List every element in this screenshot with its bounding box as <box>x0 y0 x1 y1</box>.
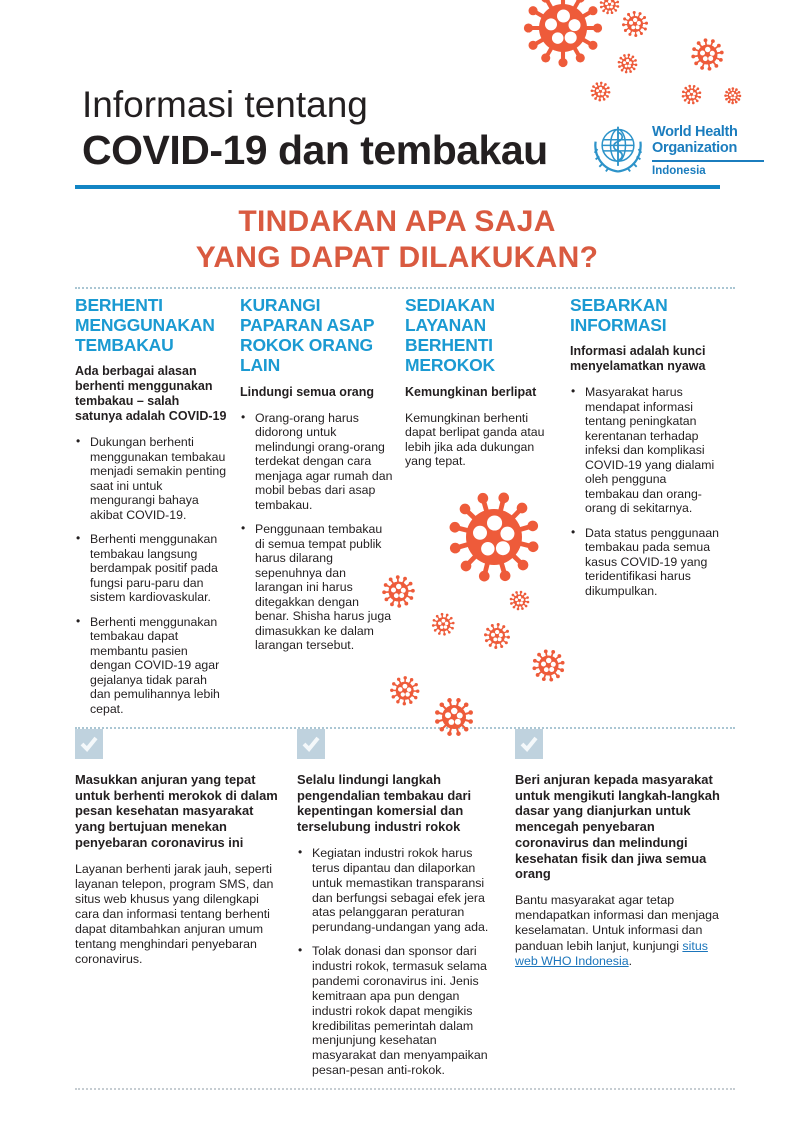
bullet-list <box>75 435 228 716</box>
banner-line-1: TINDAKAN APA SAJA <box>238 205 556 238</box>
check-icon <box>75 729 103 759</box>
who-indonesia-link[interactable]: situs web WHO Indonesia <box>515 938 708 968</box>
column-heading: KURANGI PAPARAN ASAP ROKOK ORANG LAIN <box>240 295 375 376</box>
title-line-1: Informasi tentang <box>82 84 368 125</box>
who-country-label: Indonesia <box>652 165 706 178</box>
who-emblem-icon <box>590 121 646 184</box>
column-intro: Kemungkinan berlipat <box>405 384 537 399</box>
action-lindungi-pengendalian <box>297 729 515 1087</box>
bullet-item: • Data status penggunaan tembakau pada semua kasus COVID-19 yang teridentifikasi harus dikumpulkan. <box>570 526 723 599</box>
virus-icon <box>590 81 611 102</box>
column-heading: SEDIAKAN LAYANAN BERHENTI MEROKOK <box>405 295 495 376</box>
who-logo <box>590 121 764 184</box>
virus-icon <box>690 37 725 72</box>
action-body-post: . <box>628 953 633 968</box>
bullet-item: • Masyarakat harus mendapat informasi tentang peningkatan kerentanan terhadap infeksi dan komplikasi COVID-19 yang dialami oleh pengguna tembakau dan orang-orang di sekitarnya. <box>570 385 723 516</box>
info-columns <box>75 295 735 726</box>
bullet-item: • Berhenti menggunakan tembakau langsung berdampak positif pada fungsi paru-paru dan sistem kardiovaskular. <box>75 532 228 605</box>
bullet-list <box>297 846 501 1078</box>
who-logo-divider <box>652 160 764 162</box>
page-title <box>82 82 548 173</box>
column-berhenti-menggunakan-tembakau <box>75 295 240 726</box>
check-icon <box>515 729 543 759</box>
bullet-item: • Berhenti menggunakan tembakau dapat membantu pasien dengan COVID-19 agar gejalanya tidak parah dan pemulihannya lebih cepat. <box>75 615 228 717</box>
virus-icon <box>681 84 702 105</box>
column-sediakan-layanan <box>405 295 570 726</box>
virus-icon <box>521 0 605 70</box>
column-sebarkan-informasi <box>570 295 735 726</box>
column-heading: BERHENTI MENGGUNAKAN TEMBAKAU <box>75 295 215 356</box>
header-rule <box>75 185 720 189</box>
action-columns <box>75 729 737 1087</box>
who-name-line-1: World Health <box>652 124 738 140</box>
bullet-item: • Tolak donasi dan sponsor dari industri rokok, termasuk selama pandemi coronavirus ini. Jenis kemitraan apa pun dengan industri rokok dapat mengikis kredibilitas pemerintah dalam menjunjung kesehatan masyarakat dan menyampaikan pesan-pesan anti-rokok. <box>297 944 501 1078</box>
action-intro: Beri anjuran kepada masyarakat untuk mengikuti langkah-langkah dasar yang dianjurkan untuk mencegah penyebaran coronavirus dan melindungi kesehatan fisik dan jiwa semua orang <box>515 772 720 882</box>
column-intro: Ada berbagai alasan berhenti menggunakan tembakau – salah satunya adalah COVID-19 <box>75 364 227 424</box>
virus-icon <box>599 0 620 15</box>
action-body-pre: Bantu masyarakat agar tetap mendapatkan informasi dan menjaga keselamatan. Untuk informasi dan panduan lebih lanjut, kunjungi <box>515 893 719 953</box>
column-kurangi-paparan-asap <box>240 295 405 726</box>
bullet-item: • Dukungan berhenti menggunakan tembakau menjadi semakin penting saat ini untuk mengurangi bahaya akibat COVID-19. <box>75 435 228 522</box>
who-logo-text <box>652 121 764 177</box>
bullet-item: • Kegiatan industri rokok harus terus dipantau dan dilaporkan untuk memastikan transparansi dan berfungsi sebagai efek jera atas pelanggaran peraturan perundang-undangan yang ada. <box>297 846 501 935</box>
column-intro: Informasi adalah kunci menyelamatkan nyawa <box>570 344 706 374</box>
banner-line-2: YANG DAPAT DILAKUKAN? <box>195 241 599 274</box>
bullet-item: • Orang-orang harus didorong untuk melindungi orang-orang terdekat dengan cara menjaga agar rumah dan mobil bebas dari asap tembakau. <box>240 411 393 513</box>
action-intro: Masukkan anjuran yang tepat untuk berhenti merokok di dalam pesan kesehatan masyarakat yang bertujuan menekan penyebaran coronavirus ini <box>75 772 278 850</box>
virus-icon <box>724 87 742 105</box>
action-body-with-link <box>515 893 723 969</box>
virus-icon <box>617 53 638 74</box>
action-beri-anjuran <box>515 729 737 1087</box>
check-icon <box>297 729 325 759</box>
bullet-list <box>240 411 393 653</box>
action-intro: Selalu lindungi langkah pengendalian tembakau dari kepentingan komersial dan terselubung industri rokok <box>297 772 472 835</box>
banner-heading <box>0 204 794 276</box>
virus-icon <box>621 10 649 38</box>
dotted-separator-top <box>75 287 735 289</box>
column-heading: SEBARKAN INFORMASI <box>570 295 668 336</box>
action-pesan-kesehatan <box>75 729 297 1087</box>
column-intro: Lindungi semua orang <box>240 384 375 399</box>
bullet-item: • Penggunaan tembakau di semua tempat publik harus dilarang sepenuhnya dan larangan ini harus ditegakkan dengan benar. Shisha harus juga dimasukkan ke dalam larangan tersebut. <box>240 522 393 653</box>
bullet-list <box>570 385 723 598</box>
title-line-2: COVID-19 dan tembakau <box>82 127 548 174</box>
action-body: Layanan berhenti jarak jauh, seperti layanan telepon, program SMS, dan situs web khusus yang dilengkapi cara dan informasi tentang berhenti dapat ditambahkan anjuran umum tentang menghindari penyebaran coronavirus. <box>75 861 274 967</box>
dotted-separator-bottom <box>75 1088 735 1090</box>
who-name-line-2: Organization <box>652 139 738 156</box>
column-body: Kemungkinan berhenti dapat berlipat ganda atau lebih jika ada dukungan yang tepat. <box>405 410 545 468</box>
